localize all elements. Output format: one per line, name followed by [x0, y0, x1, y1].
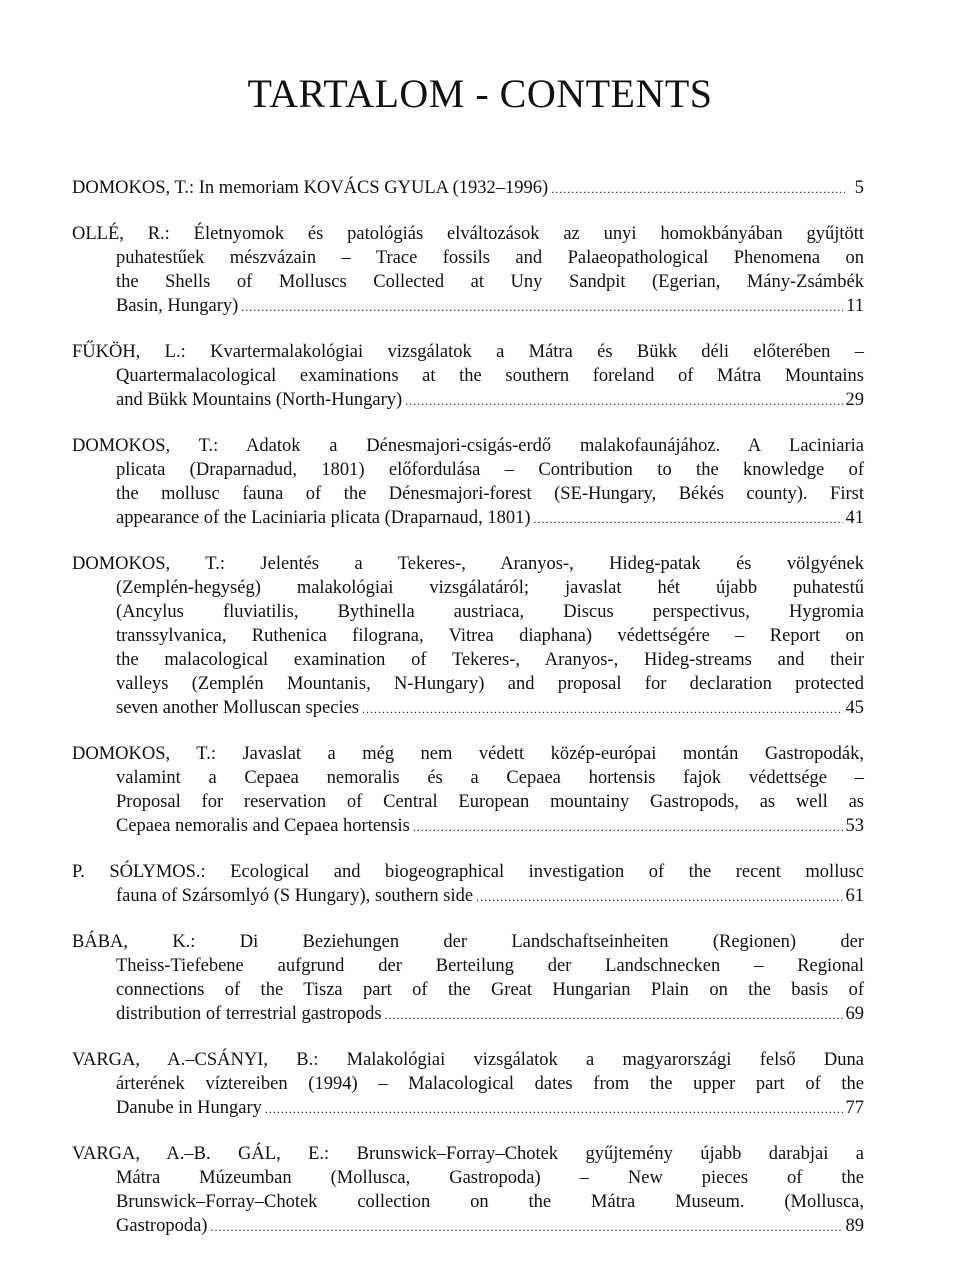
page-number: 53 — [845, 816, 864, 836]
toc-entry-last-line: Cepaea nemoralis and Cepaea hortensis — [116, 816, 410, 836]
toc-entry — [72, 434, 864, 531]
toc-entry-text-line: VARGA, A.–CSÁNYI, B.: Malakológiai vizsgálatok a magyarországi felső Duna — [72, 1050, 864, 1070]
toc-entry-text-line: (Ancylus fluviatilis, Bythinella austriaca, Discus perspectivus, Hygromia — [116, 602, 864, 622]
page-number: 69 — [845, 1004, 864, 1024]
toc-entry-text-line: the mollusc fauna of the Dénesmajori-forest (SE-Hungary, Békés county). First — [116, 484, 864, 504]
page-number: 89 — [845, 1216, 864, 1236]
toc-entry-last-line: distribution of terrestrial gastropods — [116, 1004, 382, 1024]
toc-entry — [72, 860, 864, 909]
toc-entry — [72, 176, 864, 201]
toc-entry-last-line: and Bükk Mountains (North-Hungary) — [116, 390, 403, 410]
toc-entry-text-line: (Zemplén-hegység) malakológiai vizsgálatáról; javaslat hét újabb puhatestű — [116, 578, 864, 598]
dot-leader — [210, 1214, 842, 1239]
dot-leader — [241, 294, 843, 319]
toc-entry-last-line: Gastropoda) — [116, 1216, 208, 1236]
page-number: 77 — [845, 1098, 864, 1118]
toc-entry-last-line: Danube in Hungary — [116, 1098, 262, 1118]
page-number: 5 — [854, 178, 864, 198]
toc-entry — [72, 552, 864, 721]
dot-leader — [413, 814, 843, 839]
toc-entry-text-line: valamint a Cepaea nemoralis és a Cepaea hortensis fajok védettsége – — [116, 768, 864, 788]
toc-entry-text-line: valleys (Zemplén Mountanis, N-Hungary) and proposal for declaration protected — [116, 674, 864, 694]
page-number: 41 — [845, 508, 864, 528]
toc-entry-last-line: fauna of Szársomlyó (S Hungary), southern side — [116, 886, 474, 906]
page-number: 45 — [845, 698, 864, 718]
toc-entry-text-line: plicata (Draparnadud, 1801) előfordulása – Contribution to the knowledge of — [116, 460, 864, 480]
dot-leader — [405, 388, 842, 413]
dot-leader — [362, 696, 843, 721]
toc-entry-text-line: VARGA, A.–B. GÁL, E.: Brunswick–Forray–Chotek gyűjtemény újabb darabjai a — [72, 1144, 864, 1164]
toc-entry-text-line: connections of the Tisza part of the Great Hungarian Plain on the basis of — [116, 980, 864, 1000]
toc-entry-text-line: Theiss-Tiefebene aufgrund der Berteilung der Landschnecken – Regional — [116, 956, 864, 976]
toc-entry-text-line: DOMOKOS, T.: Javaslat a még nem védett közép-európai montán Gastropodák, — [72, 744, 864, 764]
toc-entry-last-line: DOMOKOS, T.: In memoriam KOVÁCS GYULA (1932–1996) — [72, 178, 549, 198]
toc-entry-text-line: árterének víztereiben (1994) – Malacological dates from the upper part of the — [116, 1074, 864, 1094]
toc-entry-text-line: transsylvanica, Ruthenica filograna, Vitrea diaphana) védettségére – Report on — [116, 626, 864, 646]
toc-entry — [72, 930, 864, 1027]
toc-entry — [72, 1142, 864, 1239]
toc-entry-text-line: P. SÓLYMOS.: Ecological and biogeographical investigation of the recent mollusc — [72, 862, 864, 882]
toc-entry-text-line: DOMOKOS, T.: Jelentés a Tekeres-, Aranyos-, Hideg-patak és völgyének — [72, 554, 864, 574]
page-number: 61 — [845, 886, 864, 906]
toc-entry-last-line: appearance of the Laciniaria plicata (Draparnaud, 1801) — [116, 508, 531, 528]
toc-entry — [72, 742, 864, 839]
toc-entry — [72, 222, 864, 319]
toc-entry-text-line: BÁBA, K.: Di Beziehungen der Landschaftseinheiten (Regionen) der — [72, 932, 864, 952]
toc-entry-text-line: the Shells of Molluscs Collected at Uny Sandpit (Egerian, Mány-Zsámbék — [116, 272, 864, 292]
page-number: 11 — [846, 296, 864, 316]
toc-entry-last-line: Basin, Hungary) — [116, 296, 239, 316]
dot-leader — [533, 506, 842, 531]
toc-entry-text-line: Proposal for reservation of Central European mountainy Gastropods, as well as — [116, 792, 864, 812]
toc-entry-last-line: seven another Molluscan species — [116, 698, 359, 718]
dot-leader — [476, 884, 842, 909]
dot-leader — [385, 1002, 843, 1027]
toc-entry-text-line: puhatestűek mészvázain – Trace fossils and Palaeopathological Phenomena on — [116, 248, 864, 268]
table-of-contents — [72, 176, 864, 1260]
toc-entry-text-line: Brunswick–Forray–Chotek collection on the Mátra Museum. (Mollusca, — [116, 1192, 864, 1212]
toc-entry — [72, 1048, 864, 1121]
toc-entry — [72, 340, 864, 413]
toc-entry-text-line: FŰKÖH, L.: Kvartermalakológiai vizsgálatok a Mátra és Bükk déli előterében – — [72, 342, 864, 362]
dot-leader — [265, 1096, 843, 1121]
toc-entry-text-line: DOMOKOS, T.: Adatok a Dénesmajori-csigás-erdő malakofaunájához. A Laciniaria — [72, 436, 864, 456]
toc-entry-text-line: OLLÉ, R.: Életnyomok és patológiás elváltozások az unyi homokbányában gyűjtött — [72, 224, 864, 244]
page-title: TARTALOM - CONTENTS — [247, 71, 713, 116]
toc-entry-text-line: Mátra Múzeumban (Mollusca, Gastropoda) – New pieces of the — [116, 1168, 864, 1188]
page-number: 29 — [845, 390, 864, 410]
dot-leader — [551, 176, 845, 201]
toc-entry-text-line: Quartermalacological examinations at the southern foreland of Mátra Mountains — [116, 366, 864, 386]
toc-entry-text-line: the malacological examination of Tekeres-, Aranyos-, Hideg-streams and their — [116, 650, 864, 670]
